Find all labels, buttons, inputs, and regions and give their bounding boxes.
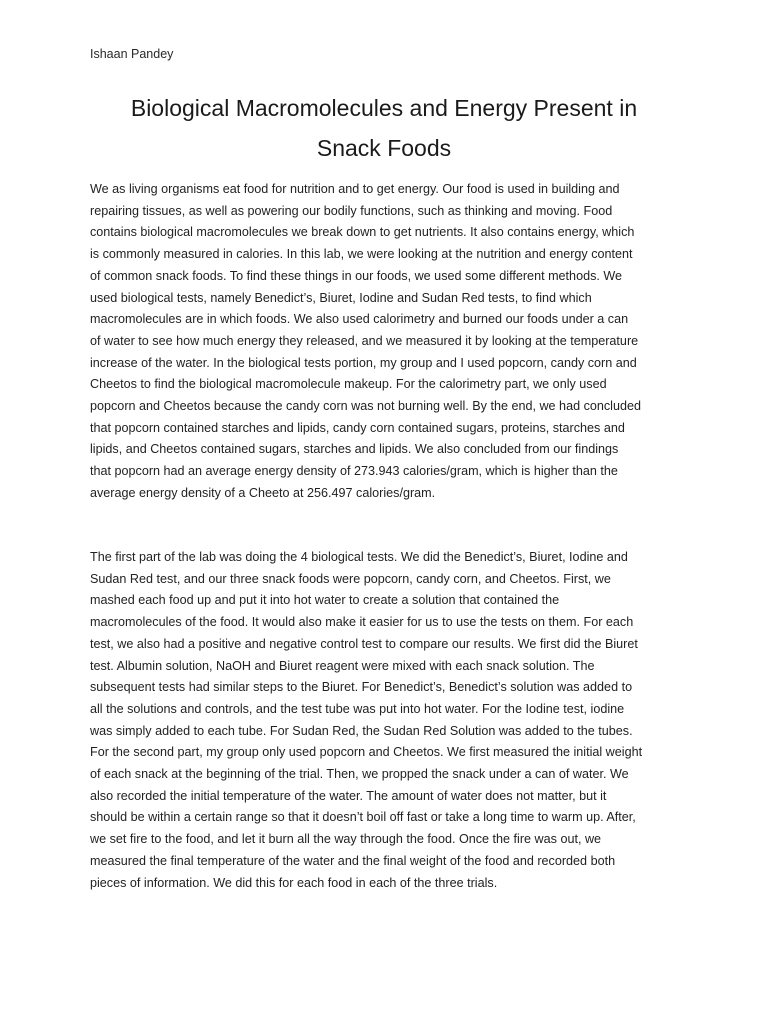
text-line: macromolecules are in which foods. We also used calorimetry and burned our foods under a can bbox=[90, 312, 629, 327]
author-name: Ishaan Pandey bbox=[90, 47, 174, 61]
text-line: lipids, and Cheetos contained sugars, starches and lipids. We also concluded from our findings bbox=[90, 442, 619, 457]
title-line: Snack Foods bbox=[316, 135, 452, 161]
text-line: macromolecules of the food. It would also make it easier for us to use the tests on them. For each bbox=[90, 615, 634, 630]
text-line: is commonly measured in calories. In this lab, we were looking at the nutrition and energy content bbox=[90, 247, 633, 262]
text-line: For the second part, my group only used popcorn and Cheetos. We first measured the initial weight bbox=[90, 745, 643, 760]
text-line: test. Albumin solution, NaOH and Biuret reagent were mixed with each snack solution. The bbox=[90, 658, 595, 673]
text-line: of water to see how much energy they released, and we measured it by looking at the temperature bbox=[90, 333, 639, 348]
text-line: used biological tests, namely Benedict’s, Biuret, Iodine and Sudan Red tests, to find which bbox=[90, 290, 592, 305]
text-line: mashed each food up and put it into hot water to create a solution that contained the bbox=[90, 593, 560, 608]
document-title bbox=[80, 88, 688, 168]
text-line: popcorn and Cheetos because the candy corn was not burning well. By the end, we had concluded bbox=[90, 399, 641, 414]
text-line: measured the final temperature of the water and the final weight of the food and recorded both bbox=[90, 853, 616, 868]
text-line: subsequent tests had similar steps to the Biuret. For Benedict’s, Benedict’s solution was added to bbox=[90, 680, 633, 695]
paragraph-methods bbox=[90, 547, 678, 894]
text-line: of each snack at the beginning of the trial. Then, we propped the snack under a can of water. We bbox=[90, 767, 629, 782]
text-line: Sudan Red test, and our three snack foods were popcorn, candy corn, and Cheetos. First, we bbox=[90, 571, 611, 586]
text-line: all the solutions and controls, and the test tube was put into hot water. For the Iodine test, iodine bbox=[90, 701, 625, 716]
text-line: we set fire to the food, and let it burn all the way through the food. Once the fire was out, we bbox=[90, 832, 602, 847]
text-line: We as living organisms eat food for nutrition and to get energy. Our food is used in building and bbox=[90, 182, 620, 196]
paragraph-introduction bbox=[90, 179, 678, 505]
text-line: The first part of the lab was doing the 4 biological tests. We did the Benedict’s, Biuret, Iodine and bbox=[90, 550, 628, 564]
text-line: Cheetos to find the biological macromolecule makeup. For the calorimetry part, we only used bbox=[90, 377, 607, 392]
text-line: should be within a certain range so that it doesn’t boil off fast or take a long time to warm up. After, bbox=[90, 810, 636, 825]
text-line: also recorded the initial temperature of the water. The amount of water does not matter, but it bbox=[90, 788, 607, 803]
text-line: that popcorn contained starches and lipids, candy corn contained sugars, proteins, starches and bbox=[90, 420, 625, 435]
text-line: pieces of information. We did this for each food in each of the three trials. bbox=[90, 875, 498, 890]
text-line: that popcorn had an average energy density of 273.943 calories/gram, which is higher than the bbox=[90, 464, 618, 479]
text-line: of common snack foods. To find these things in our foods, we used some different methods. We bbox=[90, 268, 623, 283]
text-line: repairing tissues, as well as powering our bodily functions, such as thinking and moving. Food bbox=[90, 203, 613, 218]
text-line: was simply added to each tube. For Sudan Red, the Sudan Red Solution was added to the tubes. bbox=[90, 723, 633, 738]
title-line: Biological Macromolecules and Energy Present in bbox=[130, 95, 638, 121]
text-line: contains biological macromolecules we break down to get nutrients. It also contains energy, which bbox=[90, 225, 635, 240]
text-line: increase of the water. In the biological tests portion, my group and I used popcorn, candy corn and bbox=[90, 355, 637, 370]
text-line: test, we also had a positive and negative control test to compare our results. We first did the Biuret bbox=[90, 636, 638, 651]
text-line: average energy density of a Cheeto at 256.497 calories/gram. bbox=[90, 485, 436, 500]
